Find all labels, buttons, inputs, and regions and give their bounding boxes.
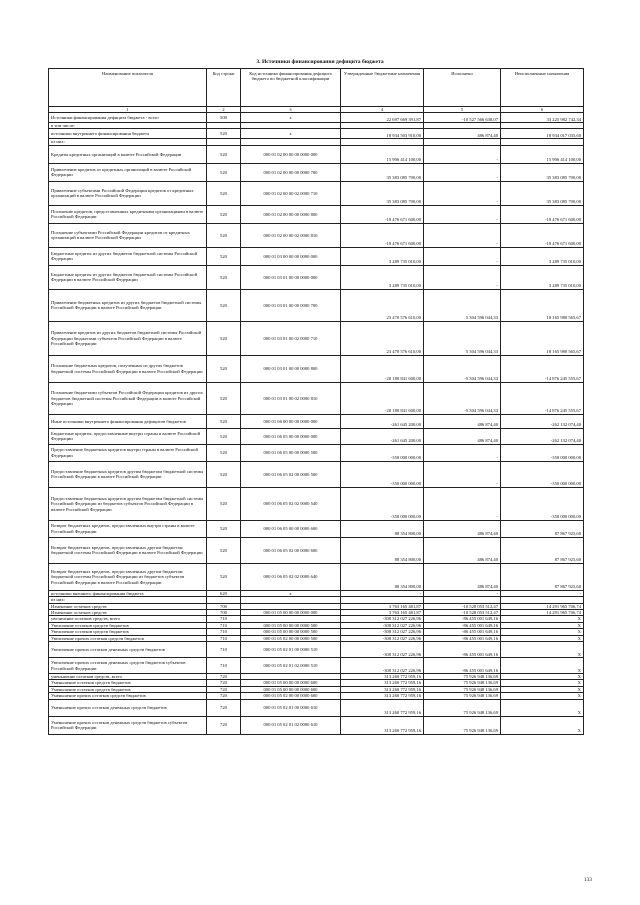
row-source-code: 000 01 03 01 00 02 0000 710 [241,321,341,355]
row-unexecuted: 18 165 980 565,67 [501,289,584,321]
row-approved: 3 763 165 481,87 [341,603,424,609]
row-line-code: 520 [207,205,241,223]
row-line-code: 710 [207,629,241,635]
row-unexecuted: 87 867 925,60 [501,537,584,563]
row-source-code: 000 01 05 00 00 00 0000 000 [241,610,341,616]
row-executed: 486 874,40 [424,414,501,428]
page-number: 133 [583,877,592,883]
row-executed: -10 528 053 512,47 [424,610,501,616]
row-unexecuted: X [501,680,584,686]
row-source-code: 000 01 02 00 00 00 0000 700 [241,163,341,181]
row-approved: 313 260 772 959,16 [341,699,424,716]
row-source-code: 000 01 02 00 00 00 0000 000 [241,145,341,163]
row-approved: -308 312 027 226,96 [341,642,424,658]
row-line-code: 520 [207,265,241,289]
row-unexecuted: -350 000 000,00 [501,461,584,487]
row-line-code: 720 [207,693,241,699]
row-approved: 3 763 165 481,87 [341,610,424,616]
row-approved: -308 312 027 226,96 [341,635,424,641]
row-unexecuted: 3 289 735 010,00 [501,265,584,289]
row-unexecuted: X [501,716,584,734]
table-body [49,113,584,735]
row-approved: -350 000 000,00 [341,461,424,487]
row-executed: 486 874,40 [424,520,501,537]
row-unexecuted: -19 476 671 600,00 [501,223,584,247]
row-name: Увеличение остатков средств бюджетов [49,622,207,628]
row-unexecuted: -19 476 671 600,00 [501,205,584,223]
row-unexecuted: 14 291 965 706,74 [501,603,584,609]
row-source-code: x [241,113,341,123]
row-approved: -308 312 027 226,96 [341,658,424,674]
row-approved: -308 312 027 226,96 [341,616,424,622]
header-line-code: Код строки [207,69,241,107]
row-source-code: 000 01 05 02 01 00 0000 610 [241,699,341,716]
row-unexecuted: X [501,674,584,680]
row-executed: - [424,223,501,247]
row-approved: -19 476 671 600,00 [341,223,424,247]
row-name: Уменьшение прочих остатков средств бюджетов [49,693,207,699]
row-unexecuted: 35 383 085 700,00 [501,163,584,181]
row-line-code: 710 [207,642,241,658]
row-unexecuted: -262 132 074,40 [501,428,584,444]
row-executed: -86 455 001 649,16 [424,616,501,622]
row-line-code: 520 [207,537,241,563]
table-row [49,428,584,444]
table-row [49,113,584,123]
row-approved: -308 312 027 226,96 [341,622,424,628]
row-unexecuted: -262 132 074,40 [501,414,584,428]
row-line-code: 520 [207,520,241,537]
row-line-code: 720 [207,686,241,692]
row-source-code: 000 01 05 00 00 00 0000 500 [241,622,341,628]
row-name: увеличение остатков средств, всего [49,616,207,622]
row-line-code: 520 [207,487,241,520]
row-unexecuted: 15 906 414 100,00 [501,145,584,163]
table-row [49,716,584,734]
row-approved: 35 383 085 700,00 [341,163,424,181]
table-row [49,382,584,414]
row-line-code: 520 [207,129,241,139]
row-approved: 88 354 800,00 [341,563,424,590]
row-name: Изменение остатков средств [49,610,207,616]
row-approved: 313 260 772 959,16 [341,680,424,686]
row-line-code: 710 [207,658,241,674]
table-row [49,181,584,205]
table-row [49,265,584,289]
row-source-code: 000 01 06 00 00 00 0000 000 [241,414,341,428]
row-approved: 313 260 772 959,16 [341,686,424,692]
row-source-code: 000 01 03 00 00 00 0000 000 [241,247,341,265]
row-executed: -86 455 001 649,16 [424,658,501,674]
row-name: Увеличение прочих остатков денежных средств бюджетов субъектов Российской Федерации [49,658,207,674]
row-executed: - [424,590,501,596]
row-line-code: 700 [207,610,241,616]
row-name: Предоставление бюджетных кредитов другим бюджетам бюджетной системы Российской Федерации из бюджетов субъектов Российской Федерации в валюте Российской Федерации [49,487,207,520]
row-executed: -86 455 001 649,16 [424,642,501,658]
row-unexecuted: 87 867 925,60 [501,520,584,537]
row-approved: -308 312 027 226,96 [341,629,424,635]
row-approved: -20 180 841 600,00 [341,382,424,414]
header-approved: Утвержденные бюджетные назначения [341,69,424,107]
row-name: Бюджетные кредиты, предоставленные внутри страны в валюте Российской Федерации [49,428,207,444]
row-executed: 5 304 596 044,33 [424,321,501,355]
row-executed: - [424,444,501,461]
row-unexecuted: X [501,658,584,674]
row-source-code: 000 01 06 05 00 00 0000 000 [241,428,341,444]
row-name: Привлечение субъектами Российской Федерации кредитов от кредитных организаций в валюте Российской Федерации [49,181,207,205]
row-executed: - [424,265,501,289]
row-approved: 88 354 800,00 [341,537,424,563]
row-executed: - [424,163,501,181]
table-row [49,129,584,139]
row-unexecuted: X [501,686,584,692]
header-name: Наименование показателя [49,69,207,107]
row-executed: 75 926 948 136,69 [424,680,501,686]
row-executed: 486 874,40 [424,428,501,444]
row-unexecuted: -350 000 000,00 [501,444,584,461]
column-number: 4 [341,107,424,113]
row-source-code: 000 01 05 00 00 00 0000 500 [241,629,341,635]
row-line-code: 620 [207,590,241,596]
row-name: Увеличение прочих остатков денежных средств бюджетов [49,642,207,658]
row-line-code: 720 [207,674,241,680]
row-approved: 22 697 669 391,87 [341,113,424,123]
row-line-code: 520 [207,247,241,265]
column-number: 5 [424,107,501,113]
row-unexecuted: 35 383 085 700,00 [501,181,584,205]
row-line-code: 520 [207,382,241,414]
row-line-code: 720 [207,699,241,716]
row-approved: -350 000 000,00 [341,487,424,520]
row-approved: 313 260 772 959,16 [341,716,424,734]
table-row [49,321,584,355]
column-number: 1 [49,107,207,113]
table-row [49,223,584,247]
row-name: Возврат бюджетных кредитов, предоставленных внутри страны в валюте Российской Федерации [49,520,207,537]
row-approved: -20 180 841 600,00 [341,355,424,382]
row-approved: - [341,590,424,596]
row-name: Уменьшение остатков средств бюджетов [49,686,207,692]
row-source-code: 000 01 05 02 00 00 0000 600 [241,693,341,699]
row-unexecuted: - [501,590,584,596]
row-name: Бюджетные кредиты из других бюджетов бюджетной системы Российской Федерации в валюте Российской Федерации [49,265,207,289]
row-unexecuted: X [501,622,584,628]
row-executed: 75 926 948 136,69 [424,716,501,734]
row-unexecuted: -14 876 245 555,67 [501,382,584,414]
table-row [49,658,584,674]
row-line-code: 520 [207,181,241,205]
row-executed: 75 926 948 136,69 [424,693,501,699]
row-name: Погашение бюджетами субъектов Российской Федерации кредитов из других бюджетов бюджетной системы Российской Федерации в валюте Российской Федерации [49,382,207,414]
row-unexecuted: X [501,693,584,699]
row-unexecuted: 14 291 965 706,74 [501,610,584,616]
table-row [49,205,584,223]
row-name: Предоставление бюджетных кредитов другим бюджетам бюджетной системы Российской Федерации в валюте Российской Федерации [49,461,207,487]
row-line-code: 720 [207,716,241,734]
row-approved: 18 934 503 910,00 [341,129,424,139]
row-unexecuted: 3 289 735 010,00 [501,247,584,265]
row-source-code: 000 01 05 00 00 00 0000 600 [241,686,341,692]
row-name: уменьшение остатков средств, всего [49,674,207,680]
table-row [49,461,584,487]
row-approved: -350 000 000,00 [341,444,424,461]
table-row [49,699,584,716]
row-unexecuted: 87 867 925,60 [501,563,584,590]
row-source-code: x [241,590,341,596]
table-row [49,145,584,163]
row-source-code: 000 01 05 02 01 02 0000 610 [241,716,341,734]
row-name: Привлечение кредитов из других бюджетов бюджетной системы Российской Федерации бюджетами субъектов Российской Федерации в валюте Российской Федерации [49,321,207,355]
header-unexecuted: Неисполненные назначения [501,69,584,107]
row-source-code: 000 01 06 05 02 00 0000 600 [241,537,341,563]
row-name: Привлечение кредитов от кредитных организаций в валюте Российской Федерации [49,163,207,181]
row-approved: 88 354 800,00 [341,520,424,537]
row-executed: - [424,181,501,205]
row-name: из них: [49,597,207,603]
row-unexecuted: X [501,642,584,658]
row-executed: 486 874,40 [424,563,501,590]
row-name: источники внешнего финансирования бюджета [49,590,207,596]
row-executed: -5 304 596 044,33 [424,355,501,382]
row-name: Иные источники внутреннего финансирования дефицитов бюджетов [49,414,207,428]
row-name: Кредиты кредитных организаций в валюте Российской Федерации [49,145,207,163]
row-executed: -10 527 566 638,07 [424,113,501,123]
row-line-code: 520 [207,428,241,444]
row-approved: 3 289 735 010,00 [341,247,424,265]
row-executed: 75 926 948 136,69 [424,674,501,680]
row-source-code: 000 01 03 01 00 00 0000 700 [241,289,341,321]
row-name: Привлечение бюджетных кредитов из других бюджетов бюджетной системы Российской Федерации в валюте Российской Федерации [49,289,207,321]
row-source-code: 000 01 06 05 02 02 0000 540 [241,487,341,520]
row-unexecuted: 18 165 980 565,67 [501,321,584,355]
row-source-code: 000 01 06 05 00 00 0000 600 [241,520,341,537]
row-name: источники внутреннего финансирования бюджета [49,129,207,139]
table-row [49,642,584,658]
table-row [49,537,584,563]
column-number: 2 [207,107,241,113]
row-source-code: 000 01 03 01 00 02 0000 810 [241,382,341,414]
row-line-code: 520 [207,461,241,487]
column-number: 3 [241,107,341,113]
row-executed: - [424,487,501,520]
row-unexecuted: X [501,616,584,622]
row-executed: 75 926 948 136,69 [424,686,501,692]
row-line-code: 700 [207,603,241,609]
table-row [49,444,584,461]
row-approved: 313 260 772 959,16 [341,693,424,699]
row-source-code: 000 01 05 02 00 00 0000 500 [241,635,341,641]
row-executed: -86 455 001 649,16 [424,629,501,635]
financing-sources-table [48,68,584,735]
row-source-code: 000 01 06 05 00 00 0000 500 [241,444,341,461]
row-approved: 15 906 414 100,00 [341,145,424,163]
row-approved: 23 470 576 610,00 [341,289,424,321]
row-executed: 486 874,40 [424,537,501,563]
table-row [49,247,584,265]
row-line-code: 520 [207,444,241,461]
table-row [49,414,584,428]
row-line-code: 520 [207,414,241,428]
row-source-code: 000 01 05 00 00 00 0000 600 [241,680,341,686]
row-line-code: 520 [207,355,241,382]
row-name: Источники финансирования дефицита бюджета - всего [49,113,207,123]
row-name: Бюджетные кредиты из других бюджетов бюджетной системы Российской Федерации [49,247,207,265]
row-executed: -5 304 596 044,33 [424,382,501,414]
column-number: 6 [501,107,584,113]
row-approved: 3 289 735 010,00 [341,265,424,289]
row-name: Уменьшение прочих остатков денежных средств бюджетов [49,699,207,716]
row-approved: 35 383 085 700,00 [341,181,424,205]
row-source-code: 000 01 06 05 02 00 0000 500 [241,461,341,487]
row-executed: - [424,461,501,487]
page-title: 3. Источники финансирования дефицита бюджета [256,59,384,65]
row-executed: - [424,145,501,163]
row-line-code: 520 [207,223,241,247]
row-line-code: 520 [207,163,241,181]
row-line-code: 520 [207,289,241,321]
table-row [49,487,584,520]
row-approved: -261 645 200,00 [341,414,424,428]
table-row [49,355,584,382]
row-name: Возврат бюджетных кредитов, предоставленных другим бюджетам бюджетной системы Российской Федерации из бюджетов субъектов Российской Федерации в валюте Российской Федерации [49,563,207,590]
row-unexecuted: 18 934 017 035,60 [501,129,584,139]
row-name: Увеличение остатков средств бюджетов [49,629,207,635]
row-line-code: 710 [207,635,241,641]
row-approved: -19 476 671 600,00 [341,205,424,223]
row-unexecuted: 33 225 982 742,34 [501,113,584,123]
row-name: Погашение бюджетных кредитов, полученных из других бюджетов бюджетной системы Российской Федерации в валюте Российской Федерации [49,355,207,382]
row-unexecuted: X [501,629,584,635]
row-line-code: 710 [207,622,241,628]
table-row [49,563,584,590]
row-name: Уменьшение прочих остатков денежных средств бюджетов субъектов Российской Федерации [49,716,207,734]
row-name: Погашение субъектами Российской Федерации кредитов от кредитных организаций в валюте Российской Федерации [49,223,207,247]
row-approved: -261 645 200,00 [341,428,424,444]
row-approved: 313 260 772 959,16 [341,674,424,680]
row-executed: -10 528 053 512,47 [424,603,501,609]
row-executed: 486 874,40 [424,129,501,139]
row-source-code: 000 01 05 02 01 00 0000 510 [241,642,341,658]
row-line-code: 520 [207,145,241,163]
row-unexecuted: -14 876 245 555,67 [501,355,584,382]
row-unexecuted: -350 000 000,00 [501,487,584,520]
row-name: Увеличение прочих остатков средств бюджетов [49,635,207,641]
row-source-code: 000 01 03 01 00 00 0000 800 [241,355,341,382]
row-source-code: 000 01 02 00 00 00 0000 800 [241,205,341,223]
row-executed: -86 455 001 649,16 [424,635,501,641]
row-source-code: x [241,129,341,139]
row-name: из них: [49,139,207,145]
row-line-code: 710 [207,616,241,622]
row-source-code: 000 01 03 01 00 00 0000 000 [241,265,341,289]
row-executed: - [424,205,501,223]
row-line-code: 720 [207,680,241,686]
table-row [49,163,584,181]
row-source-code: 000 01 06 05 02 02 0000 640 [241,563,341,590]
row-executed: 75 926 948 136,69 [424,699,501,716]
table-row [49,289,584,321]
row-executed: - [424,247,501,265]
row-source-code: 000 01 02 00 00 02 0000 810 [241,223,341,247]
row-unexecuted: X [501,635,584,641]
table-header [49,69,584,113]
row-name: Предоставление бюджетных кредитов внутри страны в валюте Российской Федерации [49,444,207,461]
row-name: Изменение остатков средств [49,603,207,609]
header-source-code: Код источника финансирования дефицита бюджета по бюджетной классификации [241,69,341,107]
row-line-code: 500 [207,113,241,123]
row-approved: 23 470 576 610,00 [341,321,424,355]
table-row [49,520,584,537]
row-executed: -86 455 001 649,16 [424,622,501,628]
row-name: Возврат бюджетных кредитов, предоставленных другим бюджетам бюджетной системы Российской Федерации в валюте Российской Федерации [49,537,207,563]
row-line-code: 520 [207,321,241,355]
row-line-code: 520 [207,563,241,590]
row-unexecuted: X [501,699,584,716]
row-name: в том числе: [49,123,207,129]
row-name: Уменьшение остатков средств бюджетов [49,680,207,686]
row-executed: 5 304 596 044,33 [424,289,501,321]
row-source-code: 000 01 02 00 00 02 0000 710 [241,181,341,205]
row-source-code: 000 01 05 02 01 02 0000 510 [241,658,341,674]
row-name: Погашение кредитов, предоставленных кредитными организациями в валюте Российской Федерации [49,205,207,223]
header-executed: Исполнено [424,69,501,107]
